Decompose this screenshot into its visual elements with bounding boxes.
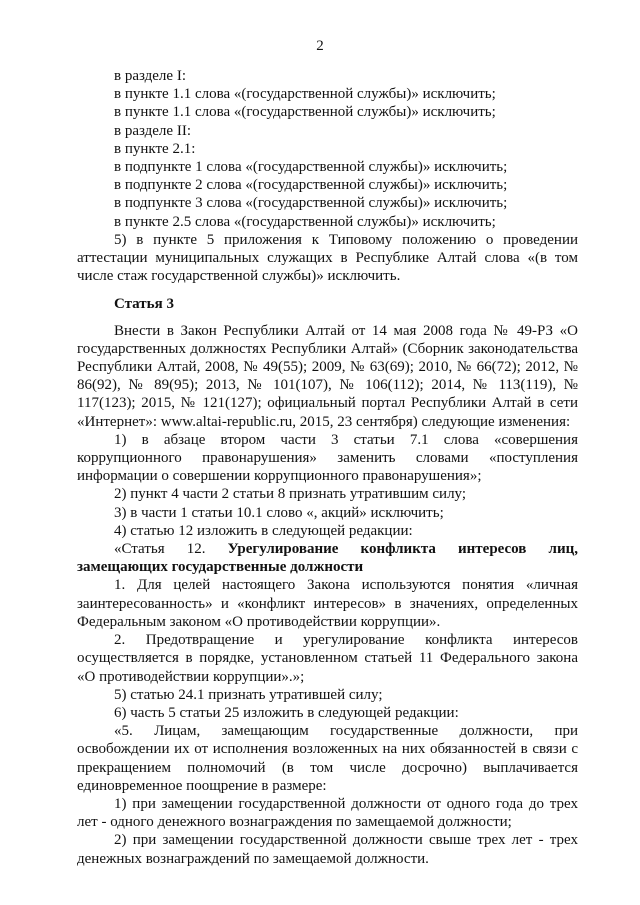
article-3-item-4: 4) статью 12 изложить в следующей редакции: (114, 522, 413, 539)
amendment-item-5: 5) в пункте 5 приложения к Типовому положению о проведении аттестации муниципальных служащих в Республике Алтай слова «(в том числе стаж государственной службы)» исключить. (77, 231, 578, 285)
article-12-prefix: «Статья 12. (114, 541, 228, 558)
article-12-title: Урегулирование конфликта интересов лиц, замещающих государственные должности (77, 541, 578, 576)
article-3-intro: Внести в Закон Республики Алтай от 14 мая 2008 года № 49-РЗ «О государственных должностях Республики Алтай» (Сборник законодательства Республики Алтай, 2008, № 49(55); 2009, № 63(69); 2010, № 66(72); 2012, № 86(92), № 89(95); 2013, № 101(107), № 106(112); 2014, № 113(119), № 117(123); 2015, № 121(127); официальный портал Республики Алтай в сети «Интернет»: www.altai-republic.ru, 2015, 23 сентября) следующие изменения: (77, 322, 578, 430)
article-25-part-5: «5. Лицам, замещающим государственные должности, при освобождении их от исполнения возложенных на них обязанностей в связи с прекращением полномочий (в том числе досрочно) выплачивается единовременное поощрение в размере: (77, 723, 578, 794)
article-25-subitem-2: 2) при замещении государственной должности свыше трех лет - трех денежных вознаграждений по замещаемой должности. (77, 832, 578, 867)
article-3-item-3: 3) в части 1 статьи 10.1 слово «, акций» исключить; (114, 504, 444, 521)
amendment-line: в пункте 1.1 слова «(государственной службы)» исключить; (114, 86, 496, 103)
amendment-line: в разделе II: (114, 122, 191, 139)
article-12-part-1: 1. Для целей настоящего Закона используются понятия «личная заинтересованность» и «конфликт интересов» в значениях, определенных Федеральным законом «О противодействии коррупции». (77, 577, 578, 630)
amendment-line: в пункте 1.1 слова «(государственной службы)» исключить; (114, 104, 496, 121)
article-12-heading (77, 540, 578, 576)
article-3-item-6: 6) часть 5 статьи 25 изложить в следующей редакции: (114, 704, 459, 721)
article-12-part-2: 2. Предотвращение и урегулирование конфликта интересов осуществляется в порядке, установленном статьей 11 Федерального закона «О противодействии коррупции».»; (77, 632, 578, 685)
page-number: 2 (316, 38, 324, 54)
article-3-heading: Статья 3 (114, 296, 174, 313)
amendment-line: в подпункте 2 слова «(государственной службы)» исключить; (114, 177, 508, 194)
amendment-line: в подпункте 1 слова «(государственной службы)» исключить; (114, 159, 508, 176)
amendment-line: в разделе I: (114, 68, 186, 84)
amendment-line: в подпункте 3 слова «(государственной службы)» исключить; (114, 195, 508, 212)
amendment-line: в пункте 2.5 слова «(государственной службы)» исключить; (114, 213, 496, 230)
article-3-item-2: 2) пункт 4 части 2 статьи 8 признать утратившим силу; (114, 486, 467, 503)
amendment-line: в пункте 2.1: (114, 140, 196, 157)
article-3-item-5: 5) статью 24.1 признать утратившей силу; (114, 686, 383, 703)
article-3-item-1: 1) в абзаце втором части 3 статьи 7.1 слова «совершения коррупционного правонарушения» заменить словами «поступления информации о совершении коррупционного правонарушения»; (77, 431, 578, 485)
document-body (77, 67, 578, 868)
article-25-subitem-1: 1) при замещении государственной должности от одного года до трех лет - одного денежного вознаграждения по замещаемой должности; (77, 795, 578, 831)
